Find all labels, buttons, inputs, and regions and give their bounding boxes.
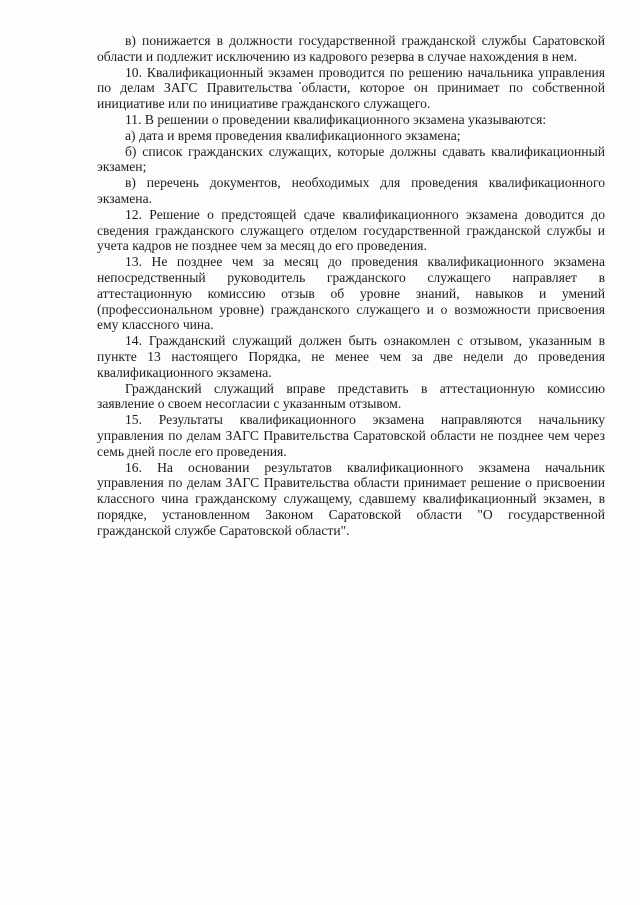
- paragraph-11: 11. В решении о проведении квалификационного экзамена указываются:: [125, 111, 547, 127]
- paragraph-11v: в) перечень документов, необходимых для проведения квалификационного экзамена.: [97, 175, 605, 206]
- paragraph-9v: в) понижается в должности государственной гражданской службы Саратовской области и подлежит исключению из кадрового резерва в случае нахождения в нем.: [97, 33, 605, 64]
- paragraph-14: 14. Гражданский служащий должен быть ознакомлен с отзывом, указанным в пункте 13 настоящего Порядка, не менее чем за две недели до проведения квалификационного экзамена.: [97, 333, 605, 380]
- paragraph-16: 16. На основании результатов квалификационного экзамена начальник управления по делам ЗАГС Правительства области принимает решение о присвоении классного чина гражданскому служащему, сдавшему квалификационный экзамен, в порядке, установленном Законом Саратовской области "О государственной гражданской службе Саратовской области".: [97, 459, 605, 538]
- paragraph-15: 15. Результаты квалификационного экзамена направляются начальнику управления по делам ЗАГС Правительства Саратовской области не позднее чем через семь дней после его проведения.: [97, 412, 605, 459]
- paragraph-10: 10. Квалификационный экзамен проводится по решению начальника управления по делам ЗАГС Правительства области, которое он принимает по собственной инициативе или по инициативе гражданского служащего.: [97, 64, 605, 112]
- paragraph-11a: а) дата и время проведения квалификационного экзамена;: [125, 127, 461, 143]
- paragraph-12: 12. Решение о предстоящей сдаче квалификационного экзамена доводится до сведения гражданского служащего отделом государственной гражданской службы и учета кадров не позднее чем за месяц до его проведения.: [97, 206, 605, 254]
- paragraph-13: 13. Не позднее чем за месяц до проведения квалификационного экзамена непосредственный руководитель гражданского служащего направляет в аттестационную комиссию отзыв об уровне знаний, навыков и умений (профессиональном уровне) гражданского служащего и о возможности присвоения ему классного чина.: [97, 254, 605, 333]
- paragraph-14-continuation: Гражданский служащий вправе представить в аттестационную комиссию заявление о своем несогласии с указанным отзывом.: [97, 380, 605, 412]
- document-body: [97, 33, 605, 539]
- paragraph-11b: б) список гражданских служащих, которые должны сдавать квалификационный экзамен;: [97, 143, 605, 175]
